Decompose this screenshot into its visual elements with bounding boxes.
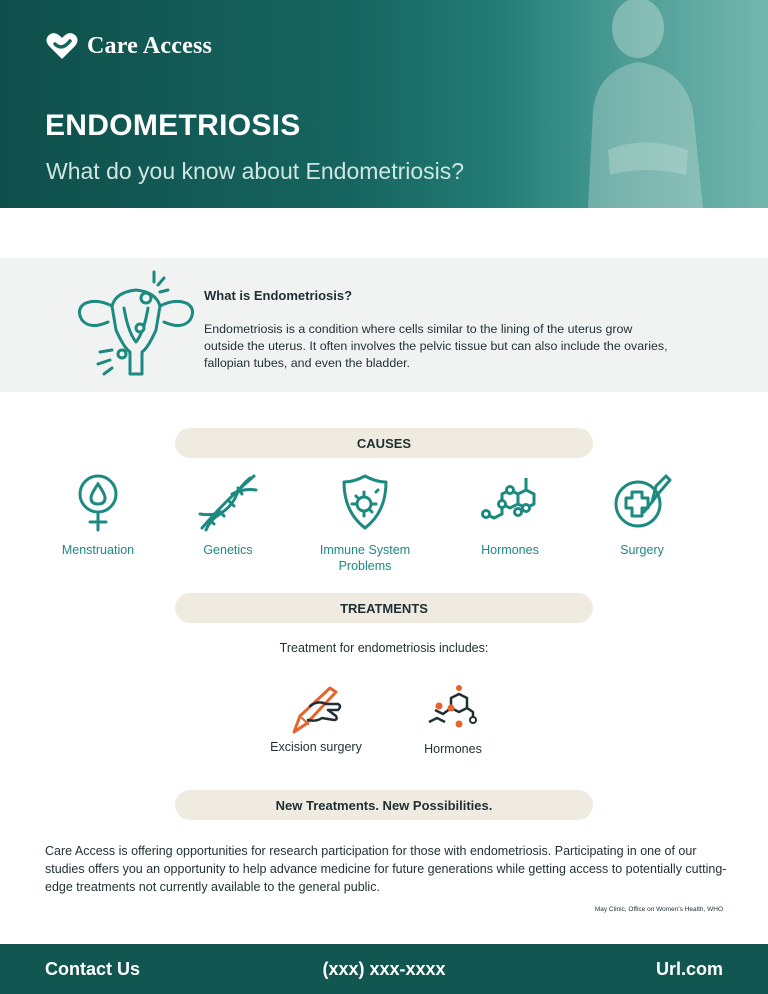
female-drop-icon xyxy=(72,472,124,532)
footer xyxy=(0,944,768,994)
new-treatments-heading: New Treatments. New Possibilities. xyxy=(175,790,593,820)
treatment-label: Hormones xyxy=(424,742,482,756)
cause-menstruation xyxy=(33,472,163,558)
cause-immune-system xyxy=(300,472,430,574)
page-title: ENDOMETRIOSIS xyxy=(45,109,301,142)
treatments-intro: Treatment for endometriosis includes: xyxy=(279,641,489,655)
cause-label: Menstruation xyxy=(61,543,135,557)
molecule-icon xyxy=(480,472,540,532)
cause-genetics xyxy=(163,472,293,558)
page-subtitle: What do you know about Endometriosis? xyxy=(46,158,465,184)
treatment-label: Excision surgery xyxy=(270,740,362,754)
treatment-hormones xyxy=(383,680,523,756)
cause-label: Hormones xyxy=(481,543,539,557)
sources-citation: May Clinic, Office on Women's Health, WHO xyxy=(594,906,723,913)
brand-logo[interactable] xyxy=(45,31,212,61)
info-text: Endometriosis is a condition where cells similar to the lining of the uterus grow outside the uterus. It often involves the pelvic tissue but can also include the ovaries, fallopian tubes, and even the bladder. xyxy=(204,322,668,370)
molecule-icon xyxy=(425,680,481,738)
website-link[interactable]: Url.com xyxy=(655,959,723,979)
treatment-excision-surgery xyxy=(246,680,386,754)
hand-scalpel-icon xyxy=(288,680,344,736)
info-title: What is Endometriosis? xyxy=(204,288,353,303)
cause-surgery xyxy=(577,472,707,558)
causes-heading: CAUSES xyxy=(175,428,593,458)
phone-number[interactable]: (xxx) xxx-xxxx xyxy=(322,959,446,979)
info-section xyxy=(0,258,768,392)
cause-label: Surgery xyxy=(620,543,664,557)
new-treatments-text: Care Access is offering opportunities for research participation for those with endometriosis. Participating in one of our studies offers you an opportunity to help advance medicine for future generations while getting access to potentially cutting-edge treatments not currently available to the general public. xyxy=(45,844,727,894)
shield-virus-icon xyxy=(340,472,390,532)
cause-hormones xyxy=(445,472,575,558)
cause-label: Immune System Problems xyxy=(319,543,411,573)
uterus-icon xyxy=(76,268,196,383)
brand-name: Care Access xyxy=(87,32,213,59)
hero-photo xyxy=(498,0,768,208)
hero-banner xyxy=(0,0,768,208)
dna-icon xyxy=(196,472,260,532)
medical-cross-scalpel-icon xyxy=(612,472,672,532)
heart-logo-icon xyxy=(45,31,79,61)
contact-us-link[interactable]: Contact Us xyxy=(45,959,141,979)
woman-photo-silhouette xyxy=(568,0,728,208)
treatments-heading: TREATMENTS xyxy=(175,593,593,623)
cause-label: Genetics xyxy=(203,543,253,557)
